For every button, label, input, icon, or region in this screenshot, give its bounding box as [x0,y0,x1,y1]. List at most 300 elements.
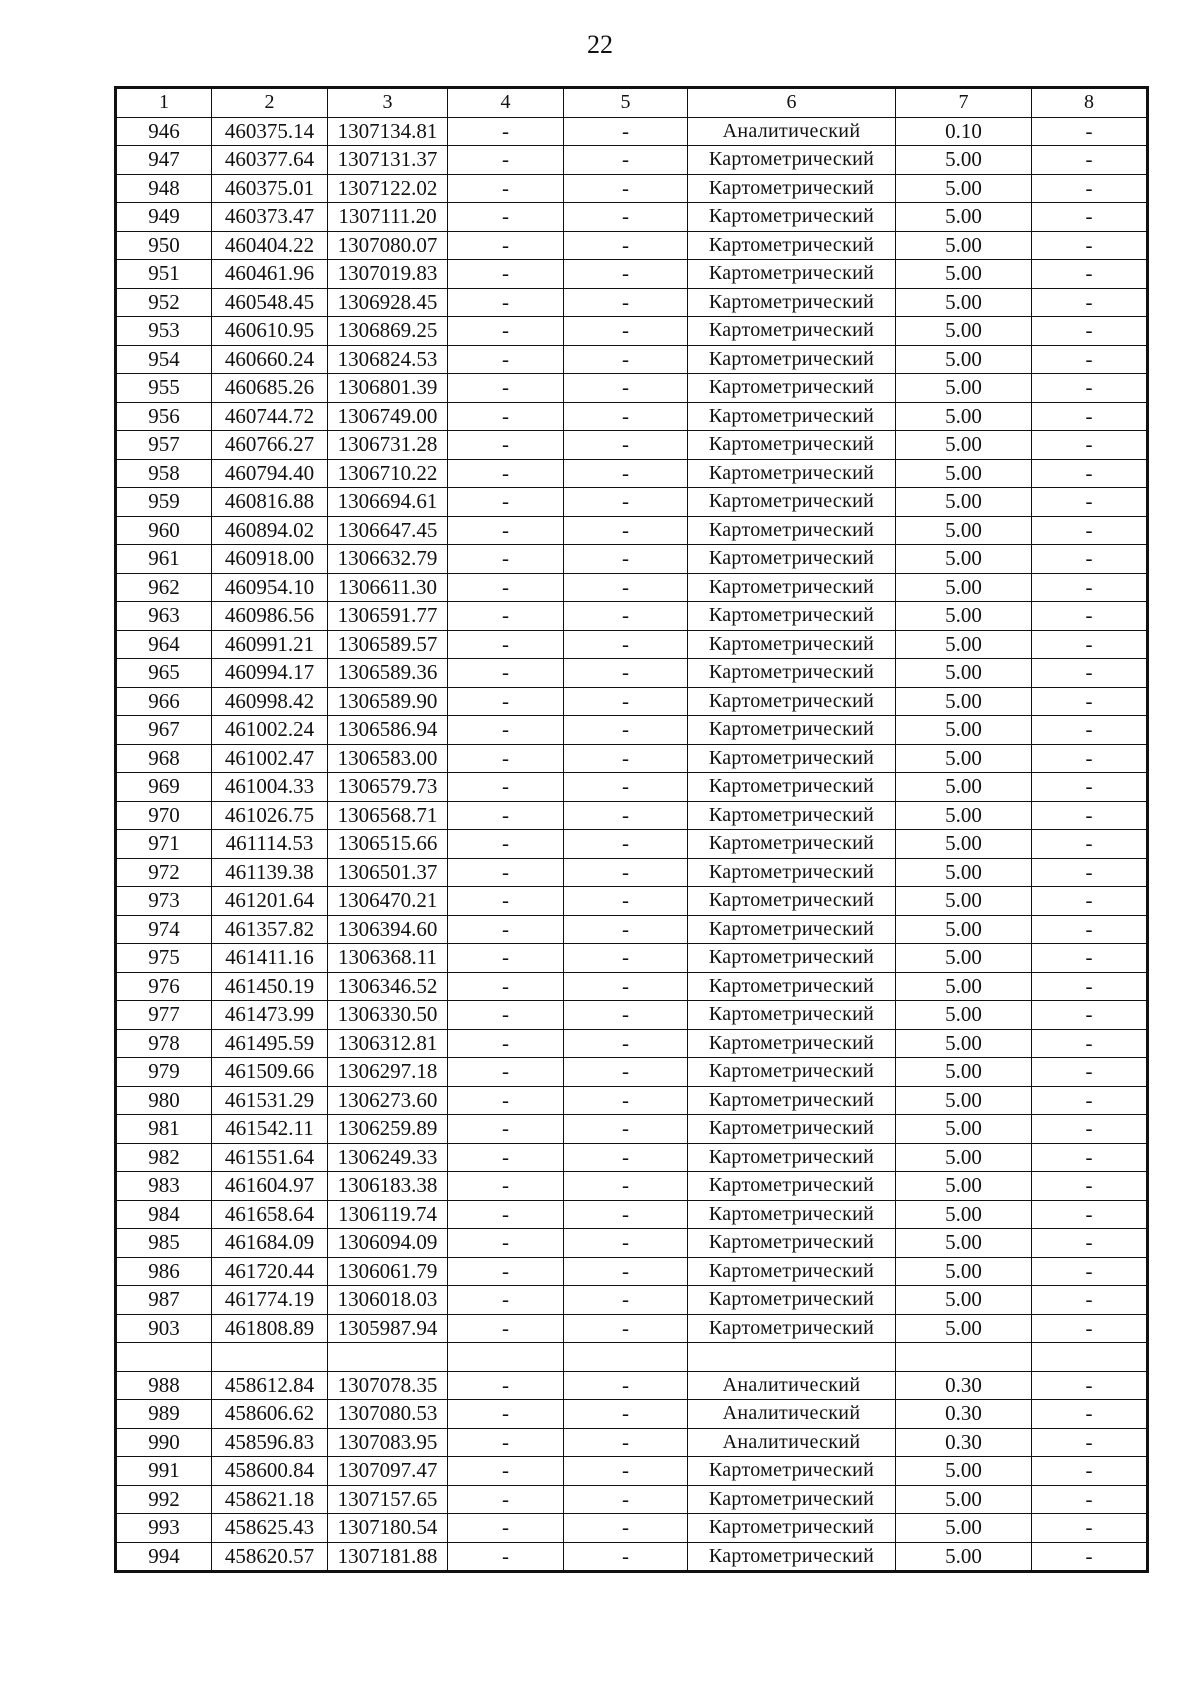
col8-cell: - [1032,317,1148,346]
col8-cell: - [1032,1457,1148,1486]
method-cell: Картометрический [688,174,896,203]
table-header-row [116,88,1148,118]
point-number-cell: 953 [116,317,212,346]
col4-cell: - [448,659,564,688]
y-coordinate-cell: 1306583.00 [328,744,448,773]
col5-cell: - [564,1143,688,1172]
y-coordinate-cell: 1306297.18 [328,1058,448,1087]
col5-cell: - [564,1200,688,1229]
point-number-cell: 959 [116,488,212,517]
col4-cell: - [448,1514,564,1543]
point-number-cell: 967 [116,716,212,745]
col5-cell: - [564,203,688,232]
col8-cell: - [1032,1143,1148,1172]
col5-cell: - [564,431,688,460]
col8-cell: - [1032,431,1148,460]
table-row [116,744,1148,773]
x-coordinate-cell: 461604.97 [212,1172,328,1201]
col4-cell: - [448,1115,564,1144]
method-cell: Картометрический [688,1172,896,1201]
table-row [116,1286,1148,1315]
col8-cell: - [1032,1428,1148,1457]
y-coordinate-cell: 1306568.71 [328,801,448,830]
method-cell: Картометрический [688,1257,896,1286]
x-coordinate-cell: 461139.38 [212,858,328,887]
method-cell: Картометрический [688,1514,896,1543]
accuracy-cell: 5.00 [896,1115,1032,1144]
y-coordinate-cell: 1306119.74 [328,1200,448,1229]
table-row [116,117,1148,146]
accuracy-cell: 5.00 [896,773,1032,802]
table-row [116,1001,1148,1030]
point-number-cell: 955 [116,374,212,403]
method-cell: Картометрический [688,1058,896,1087]
accuracy-cell: 5.00 [896,431,1032,460]
point-number-cell: 968 [116,744,212,773]
table-row [116,1485,1148,1514]
method-cell: Картометрический [688,516,896,545]
col8-cell: - [1032,573,1148,602]
table-row [116,1514,1148,1543]
method-cell: Картометрический [688,374,896,403]
point-number-cell: 964 [116,630,212,659]
col5-cell: - [564,744,688,773]
col5-cell: - [564,146,688,175]
col8-cell: - [1032,1200,1148,1229]
col5-cell: - [564,858,688,887]
col5-cell: - [564,573,688,602]
col5-cell: - [564,830,688,859]
y-coordinate-cell: 1307080.53 [328,1400,448,1429]
col8-cell: - [1032,1514,1148,1543]
method-cell: Картометрический [688,630,896,659]
y-coordinate-cell: 1306589.36 [328,659,448,688]
col8-cell: - [1032,1286,1148,1315]
accuracy-cell: 5.00 [896,858,1032,887]
col5-cell: - [564,773,688,802]
col5-cell: - [564,801,688,830]
table-row [116,1428,1148,1457]
col5-cell: - [564,1542,688,1572]
method-cell: Картометрический [688,203,896,232]
col5-cell: - [564,174,688,203]
x-coordinate-cell: 461002.24 [212,716,328,745]
col8-cell: - [1032,887,1148,916]
point-number-cell: 987 [116,1286,212,1315]
table-row [116,431,1148,460]
point-number-cell: 949 [116,203,212,232]
col5-cell: - [564,288,688,317]
y-coordinate-cell: 1306591.77 [328,602,448,631]
accuracy-cell: 5.00 [896,1229,1032,1258]
table-body [116,117,1148,1572]
x-coordinate-cell: 458606.62 [212,1400,328,1429]
method-cell: Картометрический [688,915,896,944]
accuracy-cell: 0.30 [896,1371,1032,1400]
col5-cell: - [564,545,688,574]
col8-cell: - [1032,1058,1148,1087]
table-row [116,1172,1148,1201]
method-cell: Картометрический [688,1542,896,1572]
col8-cell [1032,1343,1148,1372]
x-coordinate-cell: 461201.64 [212,887,328,916]
method-cell [688,1343,896,1372]
point-number-cell: 984 [116,1200,212,1229]
col5-cell: - [564,1428,688,1457]
point-number-cell: 977 [116,1001,212,1030]
accuracy-cell: 5.00 [896,1172,1032,1201]
col5-cell: - [564,1229,688,1258]
method-cell: Картометрический [688,687,896,716]
accuracy-cell: 5.00 [896,1286,1032,1315]
y-coordinate-cell: 1307131.37 [328,146,448,175]
col5-cell: - [564,602,688,631]
accuracy-cell: 5.00 [896,887,1032,916]
accuracy-cell: 5.00 [896,659,1032,688]
col5-cell: - [564,345,688,374]
y-coordinate-cell: 1306647.45 [328,516,448,545]
point-number-cell: 956 [116,402,212,431]
y-coordinate-cell: 1306515.66 [328,830,448,859]
col8-cell: - [1032,516,1148,545]
col4-cell: - [448,516,564,545]
col4-cell: - [448,630,564,659]
method-cell: Картометрический [688,260,896,289]
col8-cell: - [1032,1485,1148,1514]
x-coordinate-cell: 461509.66 [212,1058,328,1087]
point-number-cell: 970 [116,801,212,830]
x-coordinate-cell: 460894.02 [212,516,328,545]
col4-cell: - [448,915,564,944]
y-coordinate-cell: 1306710.22 [328,459,448,488]
x-coordinate-cell: 458612.84 [212,1371,328,1400]
col4-cell: - [448,1200,564,1229]
method-cell: Картометрический [688,602,896,631]
accuracy-cell: 5.00 [896,801,1032,830]
col5-cell: - [564,516,688,545]
col4-cell: - [448,117,564,146]
column-header: 2 [212,88,328,118]
x-coordinate-cell: 460610.95 [212,317,328,346]
method-cell: Картометрический [688,1485,896,1514]
y-coordinate-cell: 1306501.37 [328,858,448,887]
y-coordinate-cell: 1306632.79 [328,545,448,574]
col8-cell: - [1032,1029,1148,1058]
x-coordinate-cell: 461774.19 [212,1286,328,1315]
table-row [116,1143,1148,1172]
col8-cell: - [1032,288,1148,317]
col4-cell: - [448,573,564,602]
col8-cell: - [1032,716,1148,745]
table-row [116,317,1148,346]
accuracy-cell: 5.00 [896,1143,1032,1172]
point-number-cell: 989 [116,1400,212,1429]
column-header: 5 [564,88,688,118]
point-number-cell: 948 [116,174,212,203]
x-coordinate-cell: 461542.11 [212,1115,328,1144]
method-cell: Картометрический [688,545,896,574]
table-row [116,858,1148,887]
accuracy-cell: 5.00 [896,915,1032,944]
y-coordinate-cell: 1305987.94 [328,1314,448,1343]
col5-cell: - [564,1115,688,1144]
point-number-cell: 957 [116,431,212,460]
col4-cell: - [448,972,564,1001]
x-coordinate-cell: 461531.29 [212,1086,328,1115]
table-row [116,659,1148,688]
col8-cell: - [1032,1115,1148,1144]
col8-cell: - [1032,744,1148,773]
col4-cell: - [448,716,564,745]
col4-cell: - [448,744,564,773]
x-coordinate-cell: 460373.47 [212,203,328,232]
x-coordinate-cell: 460377.64 [212,146,328,175]
accuracy-cell: 5.00 [896,260,1032,289]
col5-cell: - [564,1485,688,1514]
col5-cell: - [564,488,688,517]
y-coordinate-cell: 1306061.79 [328,1257,448,1286]
col4-cell: - [448,317,564,346]
method-cell: Аналитический [688,117,896,146]
table-row [116,402,1148,431]
method-cell: Картометрический [688,830,896,859]
col4-cell: - [448,1371,564,1400]
table-row [116,374,1148,403]
col8-cell: - [1032,1542,1148,1572]
y-coordinate-cell [328,1343,448,1372]
accuracy-cell: 5.00 [896,630,1032,659]
col8-cell: - [1032,630,1148,659]
y-coordinate-cell: 1307180.54 [328,1514,448,1543]
table-row [116,174,1148,203]
col4-cell: - [448,402,564,431]
col8-cell: - [1032,488,1148,517]
table-row [116,1542,1148,1572]
method-cell: Картометрический [688,1229,896,1258]
method-cell: Картометрический [688,944,896,973]
method-cell: Картометрический [688,801,896,830]
method-cell: Картометрический [688,1143,896,1172]
method-cell: Аналитический [688,1428,896,1457]
col8-cell: - [1032,1400,1148,1429]
col5-cell: - [564,117,688,146]
method-cell: Картометрический [688,431,896,460]
col5-cell: - [564,887,688,916]
y-coordinate-cell: 1306330.50 [328,1001,448,1030]
col8-cell: - [1032,203,1148,232]
method-cell: Картометрический [688,716,896,745]
y-coordinate-cell: 1307157.65 [328,1485,448,1514]
col8-cell: - [1032,545,1148,574]
point-number-cell: 973 [116,887,212,916]
col5-cell: - [564,1400,688,1429]
accuracy-cell: 5.00 [896,830,1032,859]
accuracy-cell: 5.00 [896,744,1032,773]
col4-cell: - [448,431,564,460]
x-coordinate-cell: 460986.56 [212,602,328,631]
table-row [116,1457,1148,1486]
method-cell: Картометрический [688,288,896,317]
accuracy-cell: 5.00 [896,944,1032,973]
col4-cell: - [448,1172,564,1201]
column-header: 3 [328,88,448,118]
table-row [116,1257,1148,1286]
col4-cell: - [448,288,564,317]
y-coordinate-cell: 1306249.33 [328,1143,448,1172]
x-coordinate-cell: 460991.21 [212,630,328,659]
accuracy-cell: 0.30 [896,1400,1032,1429]
point-number-cell: 985 [116,1229,212,1258]
point-number-cell: 971 [116,830,212,859]
col4-cell: - [448,203,564,232]
accuracy-cell: 5.00 [896,317,1032,346]
point-number-cell: 952 [116,288,212,317]
table-row [116,260,1148,289]
x-coordinate-cell: 461720.44 [212,1257,328,1286]
point-number-cell: 969 [116,773,212,802]
col8-cell: - [1032,402,1148,431]
x-coordinate-cell: 460548.45 [212,288,328,317]
col8-cell: - [1032,687,1148,716]
x-coordinate-cell: 460918.00 [212,545,328,574]
method-cell: Картометрический [688,146,896,175]
x-coordinate-cell: 460998.42 [212,687,328,716]
point-number-cell: 950 [116,231,212,260]
accuracy-cell: 5.00 [896,573,1032,602]
point-number-cell: 972 [116,858,212,887]
method-cell: Картометрический [688,1029,896,1058]
col4-cell: - [448,830,564,859]
x-coordinate-cell: 461450.19 [212,972,328,1001]
method-cell: Картометрический [688,1457,896,1486]
y-coordinate-cell: 1306749.00 [328,402,448,431]
method-cell: Картометрический [688,1286,896,1315]
col8-cell: - [1032,345,1148,374]
col8-cell: - [1032,1257,1148,1286]
table-row [116,1029,1148,1058]
x-coordinate-cell: 458621.18 [212,1485,328,1514]
col5-cell: - [564,1257,688,1286]
x-coordinate-cell: 460404.22 [212,231,328,260]
col8-cell: - [1032,459,1148,488]
accuracy-cell: 5.00 [896,1086,1032,1115]
col5-cell: - [564,1314,688,1343]
x-coordinate-cell: 458625.43 [212,1514,328,1543]
table-row [116,1200,1148,1229]
col4-cell [448,1343,564,1372]
col5-cell: - [564,972,688,1001]
point-number-cell: 982 [116,1143,212,1172]
col5-cell: - [564,1086,688,1115]
table-row [116,602,1148,631]
table-row [116,288,1148,317]
col8-cell: - [1032,602,1148,631]
point-number-cell: 993 [116,1514,212,1543]
y-coordinate-cell: 1306273.60 [328,1086,448,1115]
col5-cell: - [564,402,688,431]
accuracy-cell: 5.00 [896,203,1032,232]
col5-cell: - [564,1172,688,1201]
col4-cell: - [448,1485,564,1514]
table-row [116,573,1148,602]
table-row [116,1229,1148,1258]
y-coordinate-cell: 1307134.81 [328,117,448,146]
method-cell: Картометрический [688,231,896,260]
table-row [116,887,1148,916]
col4-cell: - [448,1542,564,1572]
col5-cell: - [564,915,688,944]
col8-cell: - [1032,260,1148,289]
point-number-cell: 947 [116,146,212,175]
y-coordinate-cell: 1306312.81 [328,1029,448,1058]
y-coordinate-cell: 1307083.95 [328,1428,448,1457]
method-cell: Картометрический [688,459,896,488]
col8-cell: - [1032,1371,1148,1400]
y-coordinate-cell: 1307078.35 [328,1371,448,1400]
method-cell: Картометрический [688,773,896,802]
accuracy-cell: 5.00 [896,174,1032,203]
table-row [116,972,1148,1001]
point-number-cell: 990 [116,1428,212,1457]
x-coordinate-cell: 461026.75 [212,801,328,830]
col5-cell: - [564,1001,688,1030]
y-coordinate-cell: 1306801.39 [328,374,448,403]
x-coordinate-cell: 461357.82 [212,915,328,944]
y-coordinate-cell: 1306470.21 [328,887,448,916]
accuracy-cell: 5.00 [896,1514,1032,1543]
y-coordinate-cell: 1306579.73 [328,773,448,802]
table-row [116,1314,1148,1343]
col5-cell: - [564,1058,688,1087]
x-coordinate-cell: 460744.72 [212,402,328,431]
method-cell: Аналитический [688,1371,896,1400]
point-number-cell: 946 [116,117,212,146]
method-cell: Картометрический [688,402,896,431]
col8-cell: - [1032,1001,1148,1030]
col8-cell: - [1032,1172,1148,1201]
accuracy-cell: 5.00 [896,545,1032,574]
column-header: 1 [116,88,212,118]
col8-cell: - [1032,830,1148,859]
y-coordinate-cell: 1306611.30 [328,573,448,602]
x-coordinate-cell: 460954.10 [212,573,328,602]
accuracy-cell: 5.00 [896,1029,1032,1058]
col4-cell: - [448,1400,564,1429]
point-number-cell: 960 [116,516,212,545]
page-number: 22 [587,30,613,59]
point-number-cell: 988 [116,1371,212,1400]
col4-cell: - [448,1143,564,1172]
col8-cell: - [1032,374,1148,403]
col8-cell: - [1032,801,1148,830]
col4-cell: - [448,1086,564,1115]
method-cell: Картометрический [688,972,896,1001]
col4-cell: - [448,1314,564,1343]
table-row [116,459,1148,488]
x-coordinate-cell: 460794.40 [212,459,328,488]
y-coordinate-cell: 1306589.57 [328,630,448,659]
x-coordinate-cell: 461684.09 [212,1229,328,1258]
col8-cell: - [1032,1314,1148,1343]
x-coordinate-cell: 461002.47 [212,744,328,773]
point-number-cell: 958 [116,459,212,488]
x-coordinate-cell: 460461.96 [212,260,328,289]
col4-cell: - [448,801,564,830]
col4-cell: - [448,146,564,175]
x-coordinate-cell: 461808.89 [212,1314,328,1343]
point-number-cell: 979 [116,1058,212,1087]
accuracy-cell: 5.00 [896,1001,1032,1030]
